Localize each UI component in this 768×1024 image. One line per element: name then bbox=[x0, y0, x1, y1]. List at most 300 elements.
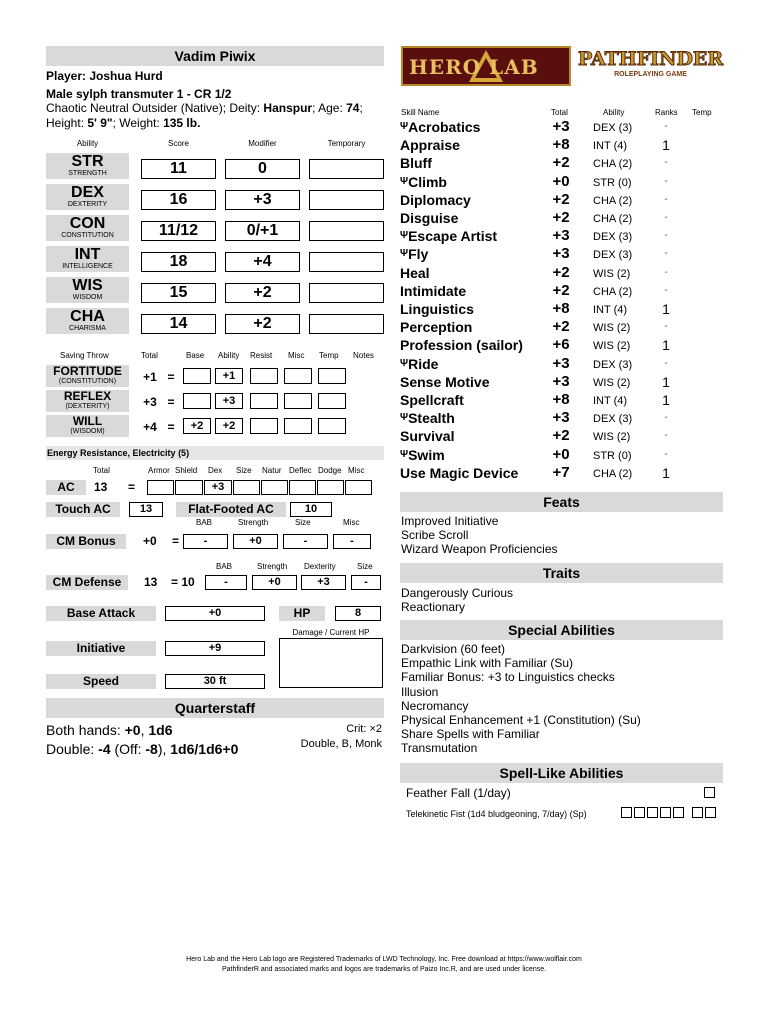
pathfinder-logo bbox=[578, 46, 723, 86]
ability-score-wis: 15 bbox=[141, 283, 216, 303]
skill-temp-header: Temp bbox=[692, 108, 712, 117]
save-ability-box: +1 bbox=[215, 368, 243, 384]
skill-row bbox=[400, 300, 730, 318]
ac-total-header: Total bbox=[93, 466, 110, 475]
skill-ranks: 1 bbox=[662, 464, 670, 481]
cm-bonus-size: - bbox=[283, 534, 328, 549]
skill-row bbox=[400, 373, 730, 391]
height-weight-line: Height: 5' 9"; Weight: 135 lb. bbox=[46, 116, 201, 130]
ability-header: Ability bbox=[76, 139, 99, 148]
touch-ac-value: 13 bbox=[129, 502, 163, 517]
skill-ability: CHA (2) bbox=[593, 285, 633, 298]
ability-modifier-dex: +3 bbox=[225, 190, 300, 210]
save-ability-header: Ability bbox=[218, 351, 240, 360]
skill-row bbox=[400, 391, 730, 409]
save-ability-box: +3 bbox=[215, 393, 243, 409]
skill-ability: WIS (2) bbox=[593, 431, 631, 444]
skill-total: +3 bbox=[552, 245, 570, 263]
cm-bonus-total: +0 bbox=[143, 534, 157, 548]
ability-label-str bbox=[46, 153, 129, 179]
spell-like-ability-label: Feather Fall (1/day) bbox=[406, 786, 511, 800]
skill-ranks: - bbox=[664, 448, 668, 460]
skill-ranks: - bbox=[664, 157, 668, 169]
skill-row bbox=[400, 191, 730, 209]
skill-name bbox=[400, 355, 438, 373]
save-ability-name: (DEXTERITY) bbox=[65, 403, 110, 410]
skill-name-text: Swim bbox=[408, 446, 445, 463]
skill-ability: DEX (3) bbox=[593, 249, 633, 262]
pathfinder-logo-text: PATHFINDER bbox=[578, 48, 724, 70]
save-temp-box[interactable] bbox=[318, 368, 346, 384]
save-total: +3 bbox=[143, 395, 157, 409]
armor-check-penalty-icon: Ψ bbox=[400, 448, 409, 460]
damage-current-hp-box[interactable] bbox=[279, 638, 383, 688]
class-line: Male sylph transmuter 1 - CR 1/2 bbox=[46, 87, 232, 101]
skill-total: +8 bbox=[552, 391, 570, 408]
skill-ability: DEX (3) bbox=[593, 231, 633, 244]
ac-label: AC bbox=[46, 480, 86, 495]
feat-item: Improved Initiative bbox=[401, 514, 499, 528]
cmb-misc-header: Misc bbox=[343, 518, 360, 527]
cmd-dexterity-header: Dexterity bbox=[304, 562, 336, 571]
skill-name-text: Intimidate bbox=[400, 282, 467, 299]
ability-score-str: 11 bbox=[141, 159, 216, 179]
ac-dex-header: Dex bbox=[208, 466, 223, 475]
cm-bonus-strength: +0 bbox=[233, 534, 278, 549]
usage-checkbox[interactable] bbox=[634, 807, 645, 818]
skill-total: +3 bbox=[552, 409, 570, 427]
ac-shield-header: Shield bbox=[175, 466, 198, 475]
ability-modifier-str: 0 bbox=[225, 159, 300, 179]
save-ability-name: (CONSTITUTION) bbox=[58, 378, 117, 385]
cm-bonus-bab: - bbox=[183, 534, 228, 549]
ability-temporary-str[interactable] bbox=[309, 159, 384, 179]
cm-bonus-label: CM Bonus bbox=[46, 534, 126, 549]
save-label-reflex bbox=[46, 390, 129, 412]
ability-full-name: CONSTITUTION bbox=[61, 232, 114, 239]
weapon-title: Quarterstaff bbox=[46, 698, 384, 718]
special-ability-item: Physical Enhancement +1 (Constitution) (Su) bbox=[401, 713, 641, 727]
hero-lab-logo bbox=[401, 46, 571, 86]
skill-ability: INT (4) bbox=[593, 140, 628, 153]
usage-checkbox[interactable] bbox=[705, 807, 716, 818]
skill-ranks: - bbox=[664, 357, 668, 369]
cmb-bab-header: BAB bbox=[196, 518, 213, 527]
initiative-value: +9 bbox=[165, 641, 265, 656]
skill-name bbox=[400, 154, 432, 172]
ability-temporary-con[interactable] bbox=[309, 221, 384, 241]
hero-lab-logo-text: HERO LAB bbox=[409, 55, 539, 79]
usage-checkbox[interactable] bbox=[704, 787, 715, 798]
ability-score-cha: 14 bbox=[141, 314, 216, 334]
skill-ability: INT (4) bbox=[593, 395, 628, 407]
save-ability-name: (WISDOM) bbox=[70, 428, 105, 435]
weapon-line-double: Double: -4 (Off: -8), 1d6/1d6+0 bbox=[46, 741, 239, 757]
usage-checkbox[interactable] bbox=[692, 807, 703, 818]
score-header: Score bbox=[168, 139, 189, 148]
skill-ranks: 1 bbox=[662, 301, 670, 317]
save-base-header: Base bbox=[186, 351, 205, 360]
skill-ranks: 1 bbox=[662, 137, 670, 154]
skill-name-text: Stealth bbox=[408, 410, 455, 427]
initiative-label: Initiative bbox=[46, 641, 156, 656]
save-equals: = bbox=[167, 395, 175, 409]
save-resist-box[interactable] bbox=[250, 393, 278, 409]
skill-name-text: Escape Artist bbox=[408, 228, 498, 245]
ac-armor-box bbox=[147, 480, 174, 495]
skill-name-text: Use Magic Device bbox=[400, 464, 519, 481]
ability-temporary-int[interactable] bbox=[309, 252, 384, 272]
speed-label: Speed bbox=[46, 674, 156, 689]
special-ability-item: Illusion bbox=[401, 684, 439, 699]
cmb-strength-header: Strength bbox=[238, 518, 269, 527]
ability-code: WIS bbox=[72, 277, 103, 294]
ac-misc-header: Misc bbox=[348, 466, 365, 475]
ability-code: STR bbox=[71, 153, 104, 170]
cm-defense-bab: - bbox=[205, 575, 247, 590]
skill-ranks: - bbox=[664, 193, 668, 205]
ability-full-name: INTELLIGENCE bbox=[62, 263, 113, 270]
footer-line-1: Hero Lab and the Hero Lab logo are Registered Trademarks of LWD Technology, Inc. Free download at https://www.wolflair.com bbox=[186, 956, 582, 963]
skill-ranks: - bbox=[664, 248, 668, 260]
skill-ranks: - bbox=[664, 230, 668, 242]
skill-total: +3 bbox=[552, 227, 570, 245]
skill-total-header: Total bbox=[551, 108, 568, 117]
spell-like-ability-label: Telekinetic Fist (1d4 bludgeoning, 7/day) (Sp) bbox=[406, 809, 587, 819]
skill-ability: STR (0) bbox=[593, 176, 632, 189]
skill-row bbox=[400, 409, 730, 427]
save-misc-box[interactable] bbox=[284, 418, 312, 434]
ac-total: 13 bbox=[94, 480, 108, 494]
skill-row bbox=[400, 336, 730, 354]
weapon-crit: Crit: ×2 bbox=[346, 723, 382, 735]
save-base-box bbox=[183, 393, 211, 409]
usage-checkbox[interactable] bbox=[647, 807, 658, 818]
save-misc-header: Misc bbox=[288, 351, 305, 360]
touch-ac-label: Touch AC bbox=[46, 502, 120, 517]
ac-armor-header: Armor bbox=[148, 466, 170, 475]
skill-name bbox=[400, 136, 460, 154]
modifier-header: Modifier bbox=[248, 139, 277, 148]
weapon-tags: Double, B, Monk bbox=[300, 738, 382, 750]
save-equals: = bbox=[167, 420, 175, 434]
skill-ranks: 1 bbox=[662, 392, 670, 408]
skill-name-text: Heal bbox=[400, 264, 430, 281]
skill-name-text: Profession (sailor) bbox=[400, 337, 523, 354]
skill-name bbox=[400, 209, 458, 227]
ability-full-name: CHARISMA bbox=[69, 325, 106, 332]
weapon-line-both-hands: Both hands: +0, 1d6 bbox=[46, 722, 173, 738]
save-name: WILL bbox=[72, 414, 103, 428]
cm-defense-dexterity: +3 bbox=[301, 575, 346, 590]
special-ability-item: Familiar Bonus: +3 to Linguistics checks bbox=[401, 670, 615, 685]
ability-code: INT bbox=[74, 246, 101, 263]
ability-code: DEX bbox=[71, 184, 104, 201]
skill-total: +2 bbox=[552, 427, 570, 445]
save-total: +4 bbox=[143, 420, 157, 434]
cm-defense-total: 13 bbox=[144, 575, 158, 589]
armor-check-penalty-icon: Ψ bbox=[400, 175, 409, 187]
ac-equals: = bbox=[128, 480, 136, 494]
ac-shield-box bbox=[175, 480, 203, 495]
ability-label-wis bbox=[46, 277, 129, 303]
temporary-header: Temporary bbox=[327, 139, 366, 148]
trait-item: Dangerously Curious bbox=[401, 586, 514, 600]
cmd-strength-header: Strength bbox=[257, 562, 288, 571]
armor-check-penalty-icon: Ψ bbox=[400, 121, 409, 132]
flat-footed-label: Flat-Footed AC bbox=[176, 502, 286, 517]
cm-bonus-equals: = bbox=[172, 534, 180, 548]
description-line: Chaotic Neutral Outsider (Native); Deity: Hanspur; Age: 74; bbox=[46, 101, 363, 115]
energy-resistance: Energy Resistance, Electricity (5) bbox=[46, 446, 384, 460]
skill-name-text: Diplomacy bbox=[400, 191, 471, 208]
skill-name-text: Fly bbox=[408, 246, 429, 263]
ability-code: CHA bbox=[70, 308, 105, 325]
ability-label-con bbox=[46, 215, 129, 241]
traits-title: Traits bbox=[400, 563, 723, 583]
ability-modifier-int: +4 bbox=[225, 252, 300, 272]
cmd-size-header: Size bbox=[357, 562, 373, 571]
skill-row bbox=[400, 209, 730, 227]
skill-row bbox=[400, 173, 730, 191]
skill-name bbox=[400, 300, 474, 318]
save-misc-box[interactable] bbox=[284, 368, 312, 384]
armor-check-penalty-icon: Ψ bbox=[400, 357, 409, 369]
ability-label-cha bbox=[46, 308, 129, 334]
skill-name bbox=[400, 264, 430, 282]
armor-check-penalty-icon: Ψ bbox=[400, 412, 409, 424]
save-temp-header: Temp bbox=[319, 351, 339, 360]
trait-item: Reactionary bbox=[401, 600, 466, 615]
special-ability-item: Necromancy bbox=[401, 698, 469, 713]
skill-ranks: 1 bbox=[662, 373, 670, 390]
ability-modifier-wis: +2 bbox=[225, 283, 300, 303]
ac-natur-header: Natur bbox=[262, 466, 282, 475]
skill-total: +2 bbox=[552, 209, 570, 226]
skill-name-text: Appraise bbox=[400, 137, 460, 154]
skill-total: +8 bbox=[552, 136, 570, 154]
save-equals: = bbox=[167, 370, 175, 384]
special-ability-item: Empathic Link with Familiar (Su) bbox=[401, 656, 574, 671]
skill-ability: CHA (2) bbox=[593, 194, 633, 207]
cmb-size-header: Size bbox=[295, 518, 311, 527]
special-ability-item: Transmutation bbox=[401, 741, 478, 756]
skill-name bbox=[400, 427, 454, 445]
skill-row bbox=[400, 227, 730, 245]
skill-ranks: - bbox=[664, 266, 668, 278]
ability-score-int: 18 bbox=[141, 252, 216, 272]
special-ability-item: Darkvision (60 feet) bbox=[401, 642, 506, 656]
skill-total: +3 bbox=[552, 354, 570, 372]
speed-value: 30 ft bbox=[165, 674, 265, 689]
skill-name-text: Linguistics bbox=[400, 301, 474, 317]
skill-total: +2 bbox=[552, 281, 570, 299]
player-name: Player: Joshua Hurd bbox=[46, 69, 163, 83]
skill-ability: WIS (2) bbox=[593, 267, 631, 280]
skill-ability: CHA (2) bbox=[593, 213, 633, 225]
skill-name bbox=[400, 409, 455, 427]
skill-row bbox=[400, 264, 730, 282]
skill-ranks: 1 bbox=[662, 337, 670, 354]
special-ability-item: Share Spells with Familiar bbox=[401, 727, 540, 742]
save-total-header: Total bbox=[141, 351, 158, 360]
ac-deflec-header: Deflec bbox=[289, 466, 312, 475]
save-label-fortitude bbox=[46, 365, 129, 387]
ability-score-con: 11/12 bbox=[141, 221, 216, 241]
special-abilities-title: Special Abilities bbox=[400, 620, 723, 640]
ability-label-dex bbox=[46, 184, 129, 210]
skill-ability: CHA (2) bbox=[593, 158, 633, 171]
skill-ability: CHA (2) bbox=[593, 467, 633, 480]
skill-total: +7 bbox=[552, 463, 570, 481]
save-base-box: +2 bbox=[183, 418, 211, 434]
skill-row bbox=[400, 446, 730, 464]
ability-modifier-con: 0/+1 bbox=[225, 221, 300, 241]
skill-row bbox=[400, 464, 730, 482]
skill-name bbox=[400, 118, 480, 136]
feats-title: Feats bbox=[400, 492, 723, 512]
ability-full-name: DEXTERITY bbox=[67, 201, 108, 208]
skill-total: +0 bbox=[552, 445, 570, 463]
save-total: +1 bbox=[143, 370, 157, 384]
skill-total: +2 bbox=[552, 263, 570, 281]
ac-natur-box bbox=[261, 480, 288, 495]
spell-like-abilities-title: Spell-Like Abilities bbox=[400, 763, 723, 783]
armor-check-penalty-icon: Ψ bbox=[400, 248, 409, 260]
skill-name bbox=[400, 336, 523, 354]
ac-size-box bbox=[233, 480, 260, 495]
skill-name bbox=[400, 245, 428, 263]
skill-ability: WIS (2) bbox=[593, 340, 631, 353]
skill-name bbox=[400, 173, 447, 191]
ac-size-header: Size bbox=[236, 466, 252, 475]
skill-name bbox=[400, 446, 445, 464]
feat-item: Wizard Weapon Proficiencies bbox=[401, 542, 558, 557]
skill-ability-header: Ability bbox=[603, 108, 625, 117]
skill-total: +3 bbox=[552, 372, 570, 390]
skill-row bbox=[400, 427, 730, 445]
skill-name-text: Acrobatics bbox=[408, 119, 481, 135]
skill-total: +2 bbox=[552, 154, 570, 172]
save-resist-header: Resist bbox=[250, 351, 273, 360]
skill-row bbox=[400, 245, 730, 263]
skill-ability: WIS (2) bbox=[593, 322, 631, 335]
skill-name-text: Ride bbox=[408, 355, 439, 372]
damage-current-hp-label: Damage / Current HP bbox=[292, 628, 370, 637]
skill-ranks: - bbox=[664, 321, 668, 333]
cm-bonus-misc: - bbox=[333, 534, 371, 549]
skill-ranks: - bbox=[664, 412, 668, 424]
skill-total: +2 bbox=[552, 190, 570, 208]
save-temp-box[interactable] bbox=[318, 393, 346, 409]
skill-ability: STR (0) bbox=[593, 449, 632, 462]
usage-checkbox[interactable] bbox=[621, 807, 632, 818]
flat-footed-value: 10 bbox=[290, 502, 332, 517]
cm-defense-label: CM Defense bbox=[46, 575, 128, 590]
ac-dex-box: +3 bbox=[204, 480, 232, 495]
skill-row bbox=[400, 118, 730, 136]
hp-value: 8 bbox=[335, 606, 381, 621]
skill-total: +8 bbox=[552, 300, 570, 317]
skill-name bbox=[400, 373, 489, 391]
skill-ability: WIS (2) bbox=[593, 376, 631, 389]
cmd-bab-header: BAB bbox=[216, 562, 233, 571]
save-resist-box[interactable] bbox=[250, 418, 278, 434]
skill-name-text: Bluff bbox=[400, 155, 432, 172]
ability-temporary-wis[interactable] bbox=[309, 283, 384, 303]
skill-name-text: Perception bbox=[400, 319, 473, 336]
cm-defense-equals: = 10 bbox=[171, 575, 195, 589]
skill-ability: DEX (3) bbox=[593, 413, 633, 426]
skill-ranks-header: Ranks bbox=[655, 108, 678, 117]
ability-full-name: WISDOM bbox=[72, 294, 103, 301]
character-name: Vadim Piwix bbox=[46, 46, 384, 66]
skill-row bbox=[400, 136, 730, 154]
save-name: FORTITUDE bbox=[53, 364, 122, 378]
skill-name-text: Sense Motive bbox=[400, 373, 490, 390]
armor-check-penalty-icon: Ψ bbox=[400, 230, 409, 242]
skill-name-text: Climb bbox=[408, 173, 447, 190]
hp-label: HP bbox=[279, 606, 325, 621]
skill-ranks: - bbox=[664, 284, 668, 296]
base-attack-label: Base Attack bbox=[46, 606, 156, 621]
ability-code: CON bbox=[69, 215, 106, 232]
ac-deflec-box bbox=[289, 480, 316, 495]
skill-row bbox=[400, 355, 730, 373]
save-name: REFLEX bbox=[63, 389, 112, 403]
usage-checkbox[interactable] bbox=[660, 807, 671, 818]
skill-ranks: - bbox=[664, 212, 668, 223]
cm-defense-size: - bbox=[351, 575, 381, 590]
skill-name bbox=[400, 227, 497, 245]
skill-row bbox=[400, 282, 730, 300]
save-label-will bbox=[46, 415, 129, 437]
save-notes-header: Notes bbox=[353, 351, 374, 360]
saving-throw-header: Saving Throw bbox=[60, 351, 109, 360]
ability-temporary-cha[interactable] bbox=[309, 314, 384, 334]
skill-ability: INT (4) bbox=[593, 304, 628, 316]
skill-name bbox=[400, 282, 466, 300]
skill-name bbox=[400, 464, 518, 482]
skill-total: +0 bbox=[552, 172, 570, 190]
skill-total: +6 bbox=[552, 336, 570, 354]
skill-total: +2 bbox=[552, 318, 570, 336]
ability-temporary-dex[interactable] bbox=[309, 190, 384, 210]
save-misc-box[interactable] bbox=[284, 393, 312, 409]
skill-ranks: - bbox=[664, 175, 668, 187]
ability-full-name: STRENGTH bbox=[68, 170, 107, 177]
skill-ranks: - bbox=[664, 430, 668, 442]
footer-line-2: PathfinderR and associated marks and logos are trademarks of Paizo Inc.R, and are used under license. bbox=[221, 966, 547, 973]
usage-checkbox[interactable] bbox=[673, 807, 684, 818]
ac-misc-box bbox=[345, 480, 372, 495]
ac-dodge-box bbox=[317, 480, 344, 495]
base-attack-value: +0 bbox=[165, 606, 265, 621]
save-temp-box[interactable] bbox=[318, 418, 346, 434]
cm-defense-strength: +0 bbox=[252, 575, 297, 590]
skill-row bbox=[400, 154, 730, 172]
ac-dodge-header: Dodge bbox=[318, 466, 342, 475]
save-resist-box[interactable] bbox=[250, 368, 278, 384]
save-base-box bbox=[183, 368, 211, 384]
skill-name-text: Spellcraft bbox=[400, 392, 464, 408]
skill-name bbox=[400, 191, 471, 209]
skill-ranks: - bbox=[664, 121, 668, 132]
save-ability-box: +2 bbox=[215, 418, 243, 434]
skill-name-text: Survival bbox=[400, 428, 455, 445]
skill-name-text: Disguise bbox=[400, 210, 459, 226]
skill-row bbox=[400, 318, 730, 336]
